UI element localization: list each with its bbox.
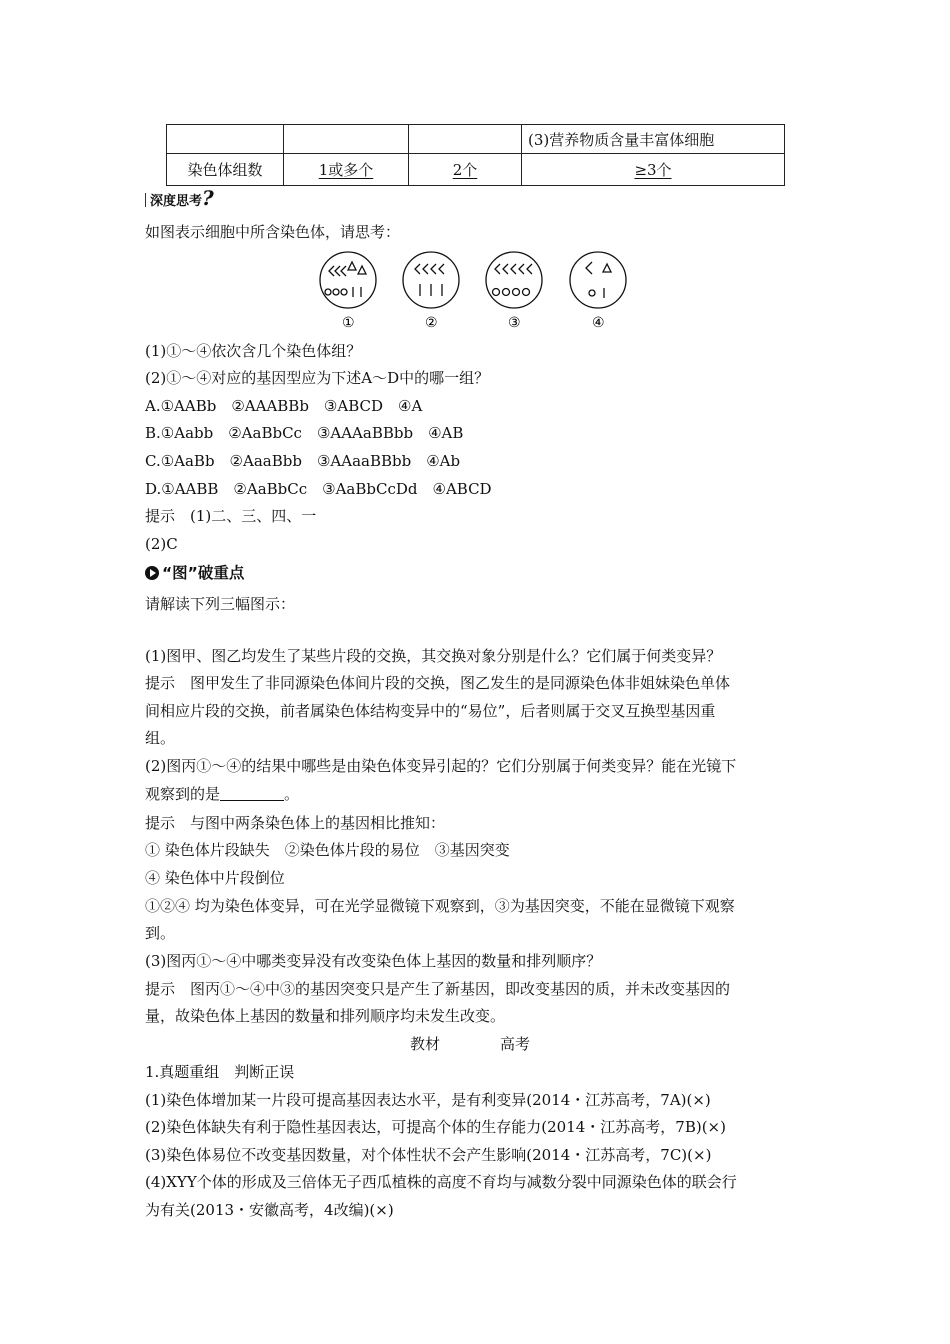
figure-section-heading: “图”破重点 (145, 563, 244, 583)
exam-item: (1)染色体增加某一片段可提高基因表达水平，是有利变异(2014・江苏高考，7A)(×) (145, 1091, 711, 1109)
paragraph-line: (1)图甲、图乙均发生了某些片段的交换，其交换对象分别是什么？它们属于何类变异？ (145, 647, 722, 665)
cell-1 (320, 252, 376, 308)
exam-item: (2)染色体缺失有利于隐性基因表达，可提高个体的生存能力(2014・江苏高考，7B)(×) (145, 1118, 726, 1136)
paragraph-line: ①②④ 均为染色体变异，可在光学显微镜下观察到，③为基因突变，不能在显微镜下观察 (145, 897, 735, 915)
hint-2: (2)C (145, 535, 178, 553)
paragraph-line: ④ 染色体中片段倒位 (145, 869, 285, 887)
answer-blank (220, 786, 284, 801)
paragraph-line: 提示 图丙①～④中③的基因突变只是产生了新基因，即改变基因的质，并未改变基因的 (145, 980, 731, 998)
exam-item: (3)染色体易位不改变基因数量，对个体性状不会产生影响(2014・江苏高考，7C)(×) (145, 1146, 712, 1164)
table-cell (167, 125, 284, 154)
option-c: C.①AaBb ②AaaBbb ③AAaaBBbb ④Ab (145, 452, 461, 470)
cell-2 (403, 252, 459, 308)
deep-think-intro: 如图表示细胞中所含染色体，请思考： (145, 223, 401, 241)
option-d: D.①AABB ②AaBbCc ③AaBbCcDd ④ABCD (145, 480, 492, 498)
table-cell: (3)营养物质含量丰富体细胞 (522, 125, 785, 154)
table-row (167, 154, 785, 186)
paragraph-line: 间相应片段的交换，前者属染色体结构变异中的“易位”，后者则属于交叉互换型基因重 (145, 702, 716, 720)
paragraph-line: 观察到的是 。 (145, 785, 300, 803)
cell-4 (570, 252, 626, 308)
play-icon (145, 566, 159, 580)
textbook-heading: 教材 高考 (410, 1035, 531, 1053)
table-cell: ≥3个 (522, 154, 785, 186)
deep-think-heading: 深度思考? (150, 186, 214, 210)
exam-item: 为有关(2013・安徽高考，4改编)(×) (145, 1201, 394, 1219)
option-b: B.①Aabb ②AaBbCc ③AAAaBBbb ④AB (145, 424, 464, 442)
table-cell: 1或多个 (284, 154, 409, 186)
cell-label: ④ (592, 315, 605, 331)
cell-3 (486, 252, 542, 308)
table-cell (284, 125, 409, 154)
paragraph-line: (3)图丙①～④中哪类变异没有改变染色体上基因的数量和排列顺序？ (145, 952, 602, 970)
paragraph-line: 组。 (145, 729, 176, 747)
exam-item: (4)XYY个体的形成及三倍体无子西瓜植株的高度不育均与减数分裂中同源染色体的联会行 (145, 1173, 737, 1191)
table-cell (409, 125, 522, 154)
ploidy-table (166, 124, 785, 186)
paragraph-line: ① 染色体片段缺失 ②染色体片段的易位 ③基因突变 (145, 841, 510, 859)
chromosome-cells-figure (316, 250, 636, 332)
figure-section-intro: 请解读下列三幅图示： (145, 595, 296, 613)
cell-label: ② (425, 315, 438, 331)
option-a: A.①AABb ②AAABBb ③ABCD ④A (145, 397, 423, 415)
paragraph-line: 量，故染色体上基因的数量和排列顺序均未发生改变。 (145, 1007, 506, 1025)
paragraph-line: (2)图丙①～④的结果中哪些是由染色体变异引起的？它们分别属于何类变异？能在光镜下 (145, 757, 737, 775)
paragraph-line: 提示 图甲发生了非同源染色体间片段的交换，图乙发生的是同源染色体非姐妹染色单体 (145, 674, 731, 692)
paragraph-line: 到。 (145, 924, 176, 942)
cell-label: ③ (508, 315, 521, 331)
textbook-subtitle: 1.真题重组 判断正误 (145, 1063, 295, 1081)
question-1: (1)①～④依次含几个染色体组？ (145, 342, 362, 360)
table-row (167, 125, 785, 154)
cell-label: ① (342, 315, 355, 331)
paragraph-line: 提示 与图中两条染色体上的基因相比推知： (145, 814, 446, 832)
table-cell: 2个 (409, 154, 522, 186)
hint-1: 提示 (1)二、三、四、一 (145, 507, 317, 525)
table-row-label: 染色体组数 (167, 154, 284, 186)
question-2: (2)①～④对应的基因型应为下述A～D中的哪一组？ (145, 369, 490, 387)
